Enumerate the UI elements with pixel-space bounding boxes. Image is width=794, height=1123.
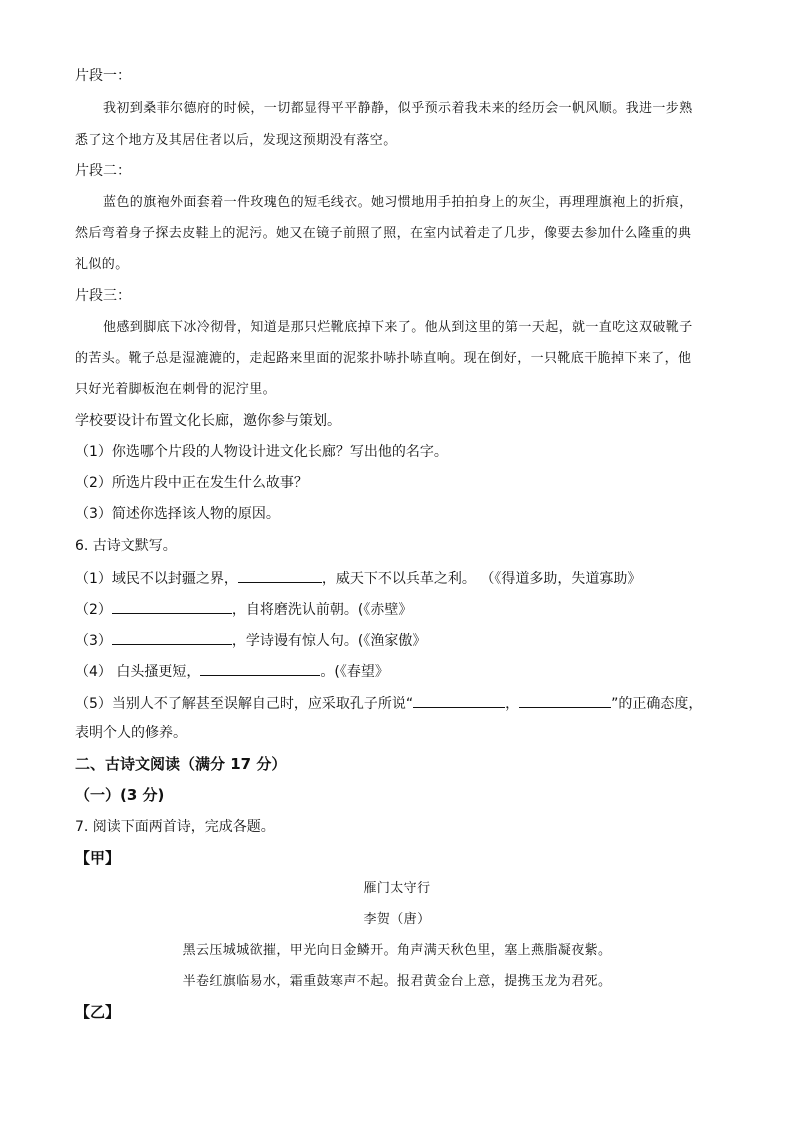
poem-label-yi: 【乙】 bbox=[75, 1003, 121, 1021]
fragment-1-text-line: 悉了这个地方及其居住者以后，发现这预期没有落空。 bbox=[75, 133, 397, 148]
dictation-text: ，自将磨洗认前朝。(《赤壁》 bbox=[231, 602, 413, 618]
fragment-1-heading: 片段一： bbox=[75, 68, 131, 84]
answer-blank[interactable] bbox=[112, 599, 232, 614]
dictation-text: ， bbox=[505, 696, 520, 712]
dictation-text: （3） bbox=[75, 633, 112, 649]
dictation-item-5 bbox=[75, 693, 725, 713]
dictation-item-2 bbox=[75, 599, 725, 619]
dictation-text: （5）当别人不了解甚至误解自己时，应采取孔子所说“ bbox=[75, 696, 414, 712]
dictation-item-1 bbox=[75, 568, 725, 588]
dictation-text: （2） bbox=[75, 602, 112, 618]
dictation-text: 。(《春望》 bbox=[320, 664, 389, 680]
question-6-title: 6. 古诗文默写。 bbox=[75, 538, 177, 554]
dictation-item-5-continued: 表明个人的修养。 bbox=[75, 725, 187, 741]
section-2-subtitle: （一）(3 分) bbox=[75, 786, 165, 804]
answer-blank[interactable] bbox=[519, 693, 611, 708]
task-question-3: （3）简述你选择该人物的原因。 bbox=[75, 506, 280, 522]
fragment-3-text-line: 的苦头。靴子总是湿漉漉的，走起路来里面的泥浆扑哧扑哧直响。现在倒好，一只靴底干脆掉下来了，他 bbox=[75, 351, 692, 366]
fragment-3-text-line: 只好光着脚板泡在刺骨的泥泞里。 bbox=[75, 382, 277, 397]
fragment-2-text-line: 礼似的。 bbox=[75, 257, 129, 272]
dictation-text: （4） 白头搔更短， bbox=[75, 664, 201, 680]
poem-author: 李贺（唐） bbox=[363, 912, 431, 927]
question-7-title: 7. 阅读下面两首诗，完成各题。 bbox=[75, 819, 275, 835]
fragment-3-text-line: 他感到脚底下冰冷彻骨，知道是那只烂靴底掉下来了。他从到这里的第一天起，就一直吃这双破靴子 bbox=[103, 320, 693, 335]
answer-blank[interactable] bbox=[200, 661, 320, 676]
fragment-2-text-line: 然后弯着身子探去皮鞋上的泥污。她又在镜子前照了照，在室内试着走了几步，像要去参加什么隆重的典 bbox=[75, 226, 692, 241]
fragment-3-heading: 片段三： bbox=[75, 288, 131, 304]
answer-blank[interactable] bbox=[238, 568, 322, 583]
fragment-2-text-line: 蓝色的旗袍外面套着一件玫瑰色的短毛线衣。她习惯地用手拍拍身上的灰尘，再理理旗袍上的折痕， bbox=[103, 195, 693, 210]
dictation-text: （1）域民不以封疆之界， bbox=[75, 571, 238, 587]
fragment-2-heading: 片段二： bbox=[75, 163, 131, 179]
answer-blank[interactable] bbox=[112, 630, 232, 645]
poem-title: 雁门太守行 bbox=[363, 881, 431, 896]
dictation-text: ，威天下不以兵革之利。 （《得道多助，失道寡助》 bbox=[321, 571, 642, 587]
dictation-text: ”的正确态度， bbox=[611, 696, 703, 712]
poem-label-jia: 【甲】 bbox=[75, 849, 121, 867]
task-question-2: （2）所选片段中正在发生什么故事？ bbox=[75, 475, 308, 491]
fragment-1-text-line: 我初到桑菲尔德府的时候，一切都显得平平静静，似乎预示着我未来的经历会一帆风顺。我进一步熟 bbox=[103, 101, 693, 116]
task-intro: 学校要设计布置文化长廊，邀你参与策划。 bbox=[75, 413, 341, 429]
dictation-item-4 bbox=[75, 661, 725, 681]
poem-line: 黑云压城城欲摧，甲光向日金鳞开。角声满天秋色里，塞上燕脂凝夜紫。 bbox=[182, 943, 612, 958]
poem-line: 半卷红旗临易水，霜重鼓寒声不起。报君黄金台上意，提携玉龙为君死。 bbox=[182, 974, 612, 989]
section-2-title: 二、古诗文阅读（满分 17 分） bbox=[75, 755, 287, 773]
dictation-item-3 bbox=[75, 630, 725, 650]
task-question-1: （1）你选哪个片段的人物设计进文化长廊？写出他的名字。 bbox=[75, 444, 448, 460]
dictation-text: ，学诗谩有惊人句。(《渔家傲》 bbox=[231, 633, 427, 649]
answer-blank[interactable] bbox=[413, 693, 505, 708]
